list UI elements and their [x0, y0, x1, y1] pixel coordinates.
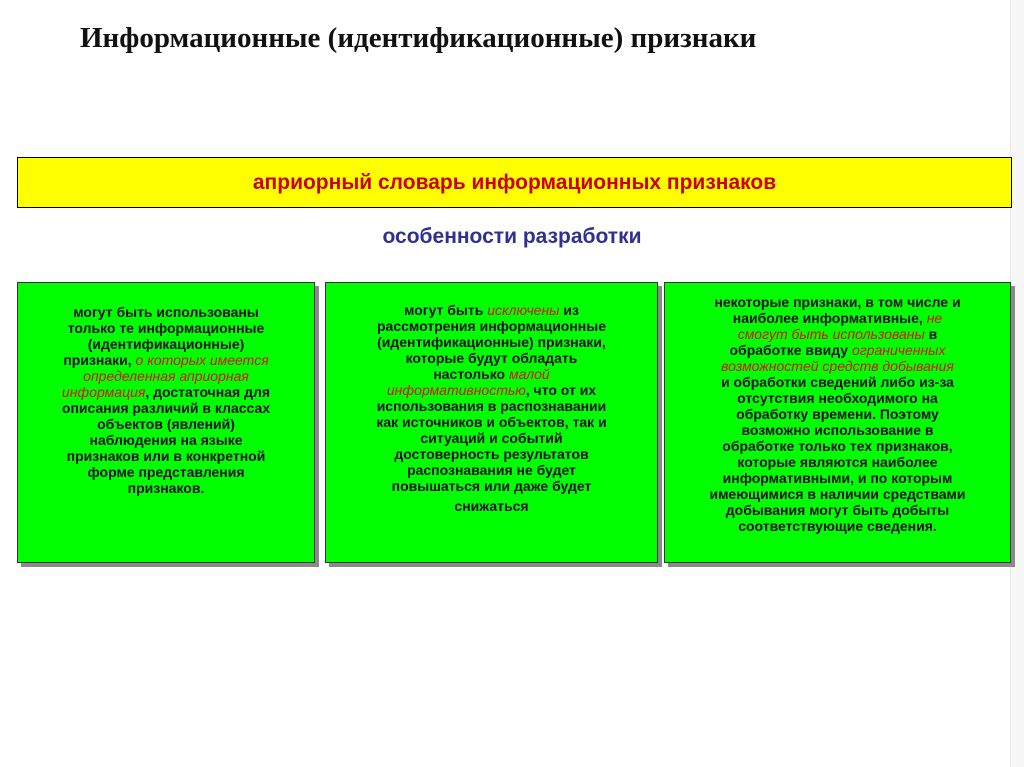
slide-edge-divider: [1010, 0, 1024, 767]
box-line: [326, 382, 657, 398]
highlight-text: малой: [508, 366, 550, 382]
box-line: отсутствия необходимого на: [737, 390, 938, 406]
box-line: соответствующие сведения.: [738, 518, 937, 534]
feature-box-2: [325, 282, 658, 563]
box-line: обработке только тех признаков,: [722, 438, 953, 454]
box-line: признаков.: [127, 480, 205, 496]
box-line: признаков или в конкретной: [66, 448, 266, 464]
feature-box-1: [17, 282, 315, 563]
box-line: снижаться: [454, 498, 529, 514]
box-line: повышаться или даже будет: [391, 478, 592, 494]
box-line: как источников и объектов, так и: [376, 414, 607, 430]
highlight-text: о которых имеется: [135, 352, 269, 368]
box-line: ситуаций и событий: [420, 430, 563, 446]
highlight-text: ограниченных: [851, 342, 946, 358]
highlight-text: не: [926, 310, 943, 326]
box-line: информативными, и по которым: [722, 470, 953, 486]
box-text: признаки,: [63, 352, 136, 368]
box-line: которые являются наиболее: [737, 454, 938, 470]
highlight-text: смогут быть использованы: [737, 326, 925, 342]
box-text: в: [924, 326, 938, 342]
box-line: обработку времени. Поэтому: [736, 406, 939, 422]
section-subtitle: особенности разработки: [382, 225, 642, 248]
box-line: описания различий в классах: [61, 400, 271, 416]
box-text: из: [559, 302, 579, 318]
box-text: могут быть: [404, 302, 488, 318]
highlight-text: определенная априорная: [83, 368, 249, 384]
highlight-text: информативностью: [386, 382, 526, 398]
box-line: [665, 310, 1010, 326]
box-text: наиболее информативные,: [732, 310, 927, 326]
box-text: настолько: [433, 366, 509, 382]
banner-label: априорный словарь информационных признаков: [252, 170, 777, 194]
box-line: возможно использование в: [741, 422, 934, 438]
box-line: [326, 302, 657, 318]
box-line: [665, 342, 1010, 358]
box-text: , что от их: [525, 382, 597, 398]
box-line: [326, 366, 657, 382]
dictionary-banner: [17, 157, 1012, 208]
box-line: (идентификационные): [87, 336, 245, 352]
box-line: только те информационные: [67, 320, 265, 336]
box-line: некоторые признаки, в том числе и: [714, 294, 961, 310]
highlight-text: исключены: [487, 302, 560, 318]
box-line: могут быть использованы: [73, 304, 259, 320]
feature-box-3: [664, 282, 1011, 563]
box-line: достоверность результатов: [394, 446, 589, 462]
box-line: использования в распознавании: [376, 398, 607, 414]
box-line: форме представления: [87, 464, 245, 480]
box-line: и обработки сведений либо из-за: [721, 374, 954, 390]
box-text: , достаточная для: [145, 384, 271, 400]
slide-title: Информационные (идентификационные) признаки: [80, 22, 757, 54]
box-line: [18, 352, 314, 368]
box-line: которые будут обладать: [405, 350, 578, 366]
box-line: [665, 326, 1010, 342]
box-line: наблюдения на языке: [89, 432, 243, 448]
highlight-text: возможностей средств добывания: [721, 358, 954, 374]
box-text: обработке ввиду: [729, 342, 852, 358]
box-line: имеющимися в наличии средствами: [709, 486, 966, 502]
box-line: рассмотрения информационные: [376, 318, 607, 334]
highlight-text: информация: [61, 384, 146, 400]
box-line: объектов (явлений): [97, 416, 235, 432]
box-line: добывания могут быть добыты: [725, 502, 950, 518]
box-line: [18, 384, 314, 400]
box-line: (идентификационные) признаки,: [377, 334, 606, 350]
box-line: распознавания не будет: [407, 462, 576, 478]
